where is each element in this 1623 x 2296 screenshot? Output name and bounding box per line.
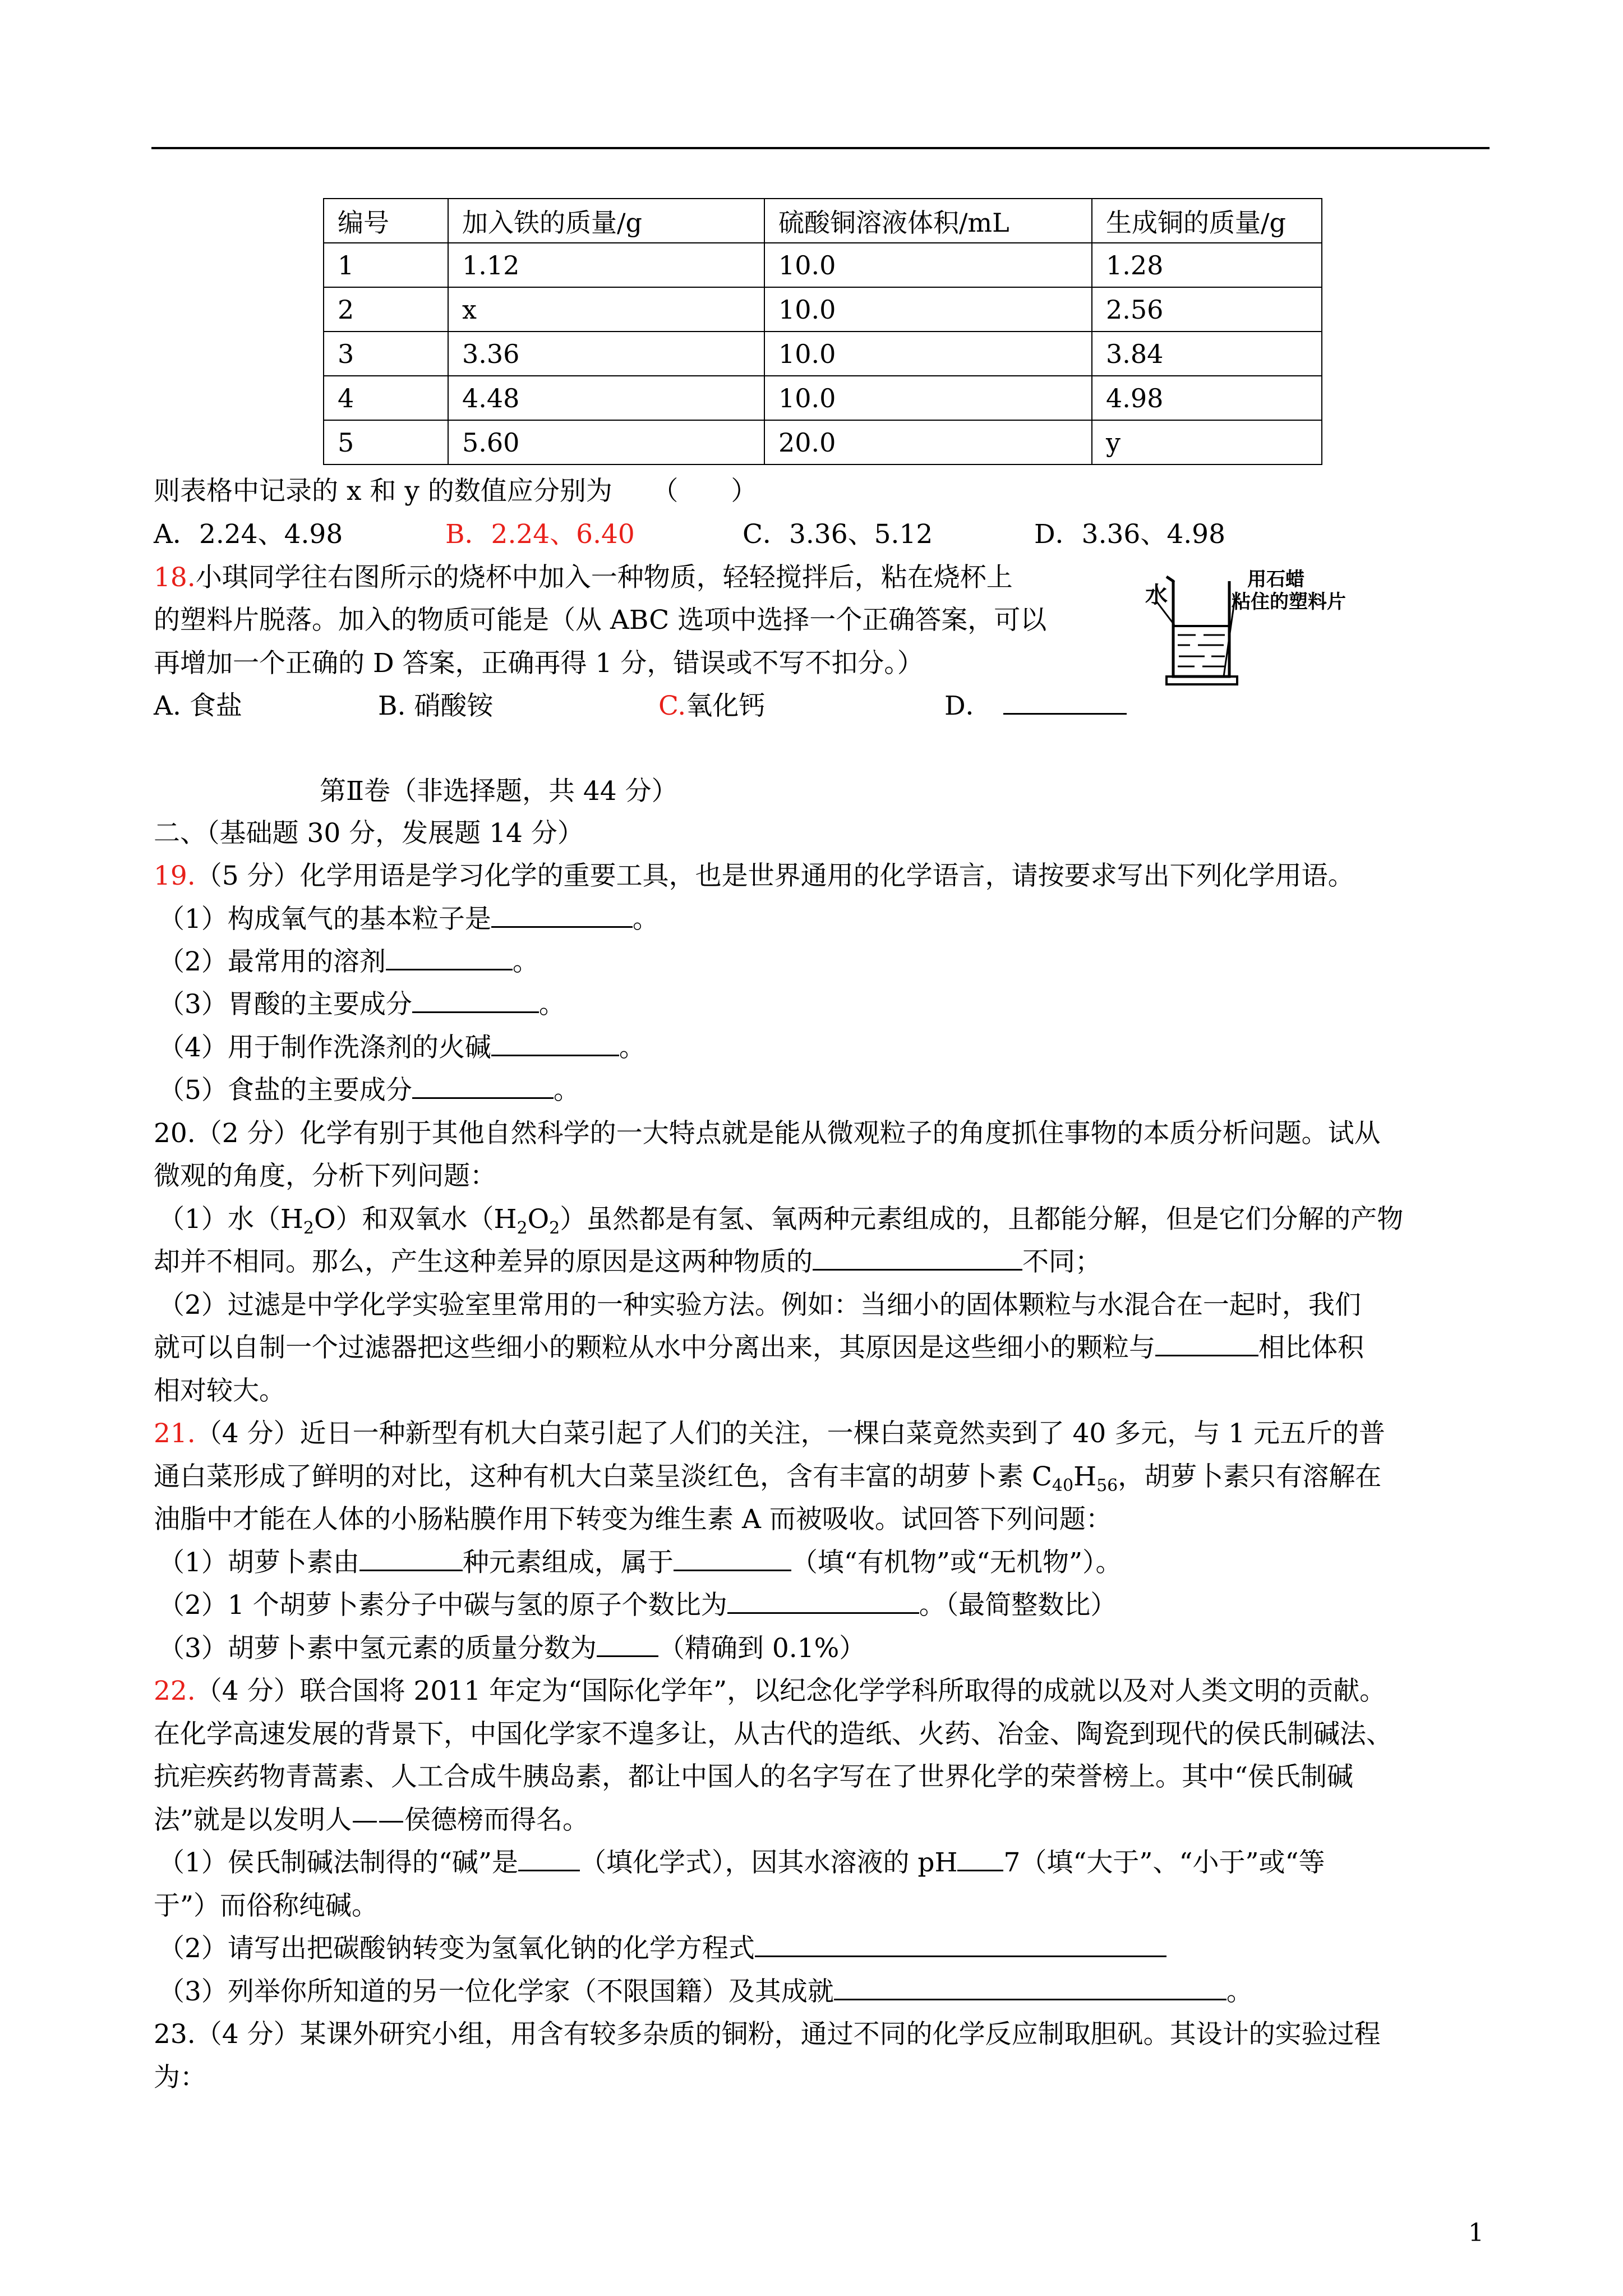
q17-option-a: A．2.24、4.98 [154, 519, 343, 550]
q17-option-d: D．3.36、4.98 [1034, 519, 1225, 550]
q19-item-text: （5）食盐的主要成分 [158, 1075, 412, 1106]
table-row [324, 287, 1322, 332]
subscript: 56 [1096, 1476, 1118, 1496]
q18-option-d [944, 685, 1127, 723]
q17-options [154, 513, 1225, 551]
q18-text1: 小琪同学往右图所示的烧杯中加入一种物质，轻轻搅拌后，粘在烧杯上 [195, 562, 1013, 593]
q19-item-4 [158, 1027, 645, 1064]
q19-item-2 [158, 941, 539, 978]
answer-blank[interactable] [755, 1933, 1166, 1957]
page-number: 1 [1468, 2219, 1484, 2247]
q22-line4: 法”就是以发明人——侯德榜而得名。 [154, 1805, 589, 1835]
text: 。（最简整数比） [919, 1590, 1117, 1621]
q19-text: （5 分）化学用语是学习化学的重要工具，也是世界通用的化学语言，请按要求写出下列化学用语。 [195, 861, 1354, 891]
q18-option-d-letter: D． [944, 691, 992, 721]
table-cell: 2.56 [1092, 287, 1322, 332]
q18-option-c-letter: C. [658, 691, 686, 721]
table-cell: 1 [324, 243, 448, 287]
text: 就可以自制一个过滤器把这些细小的颗粒从水中分离出来，其原因是这些细小的颗粒与 [154, 1332, 1155, 1363]
q18-line1 [154, 556, 1013, 594]
q22-line5 [158, 1842, 1325, 1879]
q22-line8 [158, 1971, 1253, 2008]
text: 却并不相同。那么，产生这种差异的原因是这两种物质的 [154, 1246, 813, 1277]
table-cell: 10.0 [764, 287, 1092, 332]
table-cell: 3 [324, 332, 448, 376]
table-cell: 3.84 [1092, 332, 1322, 376]
text: O）和双氧水（H [313, 1204, 517, 1235]
q23-line1: 23.（4 分）某课外研究小组，用含有较多杂质的铜粉，通过不同的化学反应制取胆矾。其设计的实验过程 [154, 2019, 1381, 2050]
table-cell: 5 [324, 420, 448, 464]
part2-subtitle: 二、（基础题 30 分，发展题 14 分） [154, 818, 584, 849]
period: 。 [632, 904, 659, 935]
table-row [324, 376, 1322, 420]
table-cell: 20.0 [764, 420, 1092, 464]
q20-line2: 微观的角度，分析下列问题： [154, 1161, 496, 1191]
q22-number: 22. [154, 1676, 196, 1706]
table-cell: 1.28 [1092, 243, 1322, 287]
period: 。 [512, 946, 539, 977]
q21-line5 [158, 1584, 1117, 1622]
text: 相比体积 [1258, 1332, 1364, 1363]
text: ，胡萝卜素只有溶解在 [1118, 1461, 1382, 1492]
answer-blank[interactable] [1003, 691, 1127, 715]
q20-line7: 相对较大。 [154, 1375, 285, 1406]
text: 。 [1226, 1976, 1253, 2007]
answer-blank[interactable] [957, 1847, 1003, 1871]
text: ）虽然都是有氢、氧两种元素组成的，且都能分解，但是它们分解的产物 [560, 1204, 1404, 1235]
table-header-cell: 编号 [324, 199, 448, 243]
answer-blank[interactable] [597, 1633, 658, 1657]
table-cell: 10.0 [764, 243, 1092, 287]
q22-line6: 于”）而俗称纯碱。 [154, 1890, 379, 1921]
q22-line7 [158, 1927, 1166, 1965]
part2-title: 第Ⅱ卷（非选择题，共 44 分） [320, 776, 678, 807]
q20-line5: （2）过滤是中学化学实验室里常用的一种实验方法。例如：当细小的固体颗粒与水混合在一起时，我们 [158, 1290, 1361, 1320]
table-cell: 10.0 [764, 332, 1092, 376]
table-cell: 2 [324, 287, 448, 332]
q23-line2: 为： [154, 2062, 206, 2093]
answer-blank[interactable] [1155, 1332, 1258, 1356]
answer-blank[interactable] [727, 1590, 919, 1614]
period: 。 [553, 1075, 580, 1106]
q19-item-1 [158, 898, 659, 936]
q19-item-text: （3）胃酸的主要成分 [158, 989, 412, 1020]
answer-blank[interactable] [412, 1075, 554, 1099]
text: O [527, 1204, 550, 1235]
q21-line3: 油脂中才能在人体的小肠粘膜作用下转变为维生素 A 而被吸收。试回答下列问题： [154, 1504, 1112, 1535]
period: 。 [619, 1032, 645, 1063]
period: 。 [538, 989, 565, 1020]
answer-blank[interactable] [412, 989, 539, 1013]
beaker-icon [1156, 577, 1237, 684]
text: （1）胡萝卜素由 [158, 1547, 359, 1578]
q22-line3: 抗疟疾药物青蒿素、人工合成牛胰岛素，都让中国人的名字写在了世界化学的荣誉榜上。其中“侯氏制碱 [154, 1761, 1354, 1792]
header-rule [151, 147, 1490, 149]
q19-item-5 [158, 1069, 580, 1107]
q18-option-c [658, 685, 944, 723]
q17-option-c: C．3.36、5.12 [743, 519, 933, 550]
text: 种元素组成，属于 [462, 1547, 674, 1578]
table-cell: 10.0 [764, 376, 1092, 420]
q18-line3: 再增加一个正确的 D 答案，正确再得 1 分，错误或不写不扣分。） [154, 648, 924, 679]
table-cell: 4 [324, 376, 448, 420]
subscript: 2 [303, 1218, 314, 1238]
answer-blank[interactable] [834, 1976, 1227, 2000]
q19-item-text: （1）构成氧气的基本粒子是 [158, 904, 491, 935]
beaker-figure [1134, 561, 1358, 690]
table-header-cell: 生成铜的质量/g [1092, 199, 1322, 243]
q21-line2 [154, 1456, 1381, 1496]
table-cell: 4.98 [1092, 376, 1322, 420]
text: （2）请写出把碳酸钠转变为氢氧化钠的化学方程式 [158, 1933, 755, 1964]
subscript: 40 [1052, 1476, 1074, 1496]
q19-item-text: （2）最常用的溶剂 [158, 946, 386, 977]
table-row [324, 243, 1322, 287]
fig-plastic-label: 粘住的塑料片 [1232, 591, 1346, 613]
text: （填化学式），因其水溶液的 pH [579, 1847, 958, 1878]
table-cell: y [1092, 420, 1322, 464]
q18-line2: 的塑料片脱落。加入的物质可能是（从 ABC 选项中选择一个正确答案，可以 [154, 605, 1047, 636]
text: 不同； [1022, 1246, 1101, 1277]
text: （3）胡萝卜素中氢元素的质量分数为 [158, 1633, 597, 1664]
data-table [323, 198, 1322, 465]
text: （填“有机物”或“无机物”）。 [791, 1547, 1122, 1578]
table-row [324, 332, 1322, 376]
answer-blank[interactable] [674, 1547, 791, 1571]
text: （4 分）近日一种新型有机大白菜引起了人们的关注，一棵白菜竟然卖到了 40 多元，与 1 元五斤的普 [195, 1418, 1386, 1449]
q17-stem: 则表格中记录的 x 和 y 的数值应分别为 （ ） [154, 476, 758, 507]
q21-line6 [158, 1627, 865, 1665]
answer-blank[interactable] [518, 1847, 580, 1871]
q18-option-c-text: 氧化钙 [686, 691, 766, 721]
q20-line4 [154, 1241, 1101, 1278]
subscript: 2 [517, 1218, 528, 1238]
q22-line2: 在化学高速发展的背景下，中国化学家不遑多让，从古代的造纸、火药、冶金、陶瓷到现代的侯氏制碱法、 [154, 1719, 1393, 1750]
table-row [324, 420, 1322, 464]
answer-blank[interactable] [491, 904, 633, 928]
table-cell: x [448, 287, 764, 332]
text: （精确到 0.1%） [658, 1633, 866, 1664]
text: H [1073, 1461, 1097, 1492]
answer-blank[interactable] [813, 1246, 1022, 1271]
fig-wax-label: 用石蜡 [1247, 568, 1304, 591]
q18-number: 18. [154, 562, 196, 593]
q18-options [154, 685, 1127, 723]
q17-option-b-text: B．2.24、6.40 [445, 519, 635, 550]
q20-line3 [158, 1198, 1403, 1238]
q19-number: 19. [154, 861, 196, 891]
table-cell: 5.60 [448, 420, 764, 464]
text: （1）侯氏制碱法制得的“碱”是 [158, 1847, 518, 1878]
table-header-row [324, 199, 1322, 243]
q18-option-a: A. 食盐 [154, 691, 242, 721]
table-cell: 3.36 [448, 332, 764, 376]
text: （3）列举你所知道的另一位化学家（不限国籍）及其成就 [158, 1976, 834, 2007]
answer-blank[interactable] [359, 1547, 463, 1571]
text: （2）1 个胡萝卜素分子中碳与氢的原子个数比为 [158, 1590, 727, 1621]
q22-line1 [154, 1670, 1386, 1708]
text: 7（填“大于”、“小于”或“等 [1003, 1847, 1325, 1878]
text: （4 分）联合国将 2011 年定为“国际化学年”，以纪念化学学科所取得的成就以及对人类文明的贡献。 [195, 1676, 1386, 1706]
text: （1）水（H [158, 1204, 303, 1235]
q21-line4 [158, 1542, 1122, 1579]
q19-item-text: （4）用于制作洗涤剂的火碱 [158, 1032, 491, 1063]
text: 通白菜形成了鲜明的对比，这种有机大白菜呈淡红色，含有丰富的胡萝卜素 C [154, 1461, 1052, 1492]
q18-option-b: B. 硝酸铵 [378, 691, 494, 721]
q19-item-3 [158, 983, 565, 1021]
table-cell: 4.48 [448, 376, 764, 420]
q20-line6 [154, 1327, 1364, 1364]
answer-blank[interactable] [386, 946, 513, 970]
q21-line1 [154, 1412, 1385, 1450]
subscript: 2 [549, 1218, 560, 1238]
q17-option-b [445, 513, 743, 551]
answer-blank[interactable] [491, 1032, 619, 1056]
fig-water-label: 水 [1145, 582, 1168, 608]
q20-line1: 20.（2 分）化学有别于其他自然科学的一大特点就是能从微观粒子的角度抓住事物的本质分析问题。试从 [154, 1118, 1381, 1149]
q21-number: 21. [154, 1418, 196, 1449]
table-header-cell: 加入铁的质量/g [448, 199, 764, 243]
table-cell: 1.12 [448, 243, 764, 287]
table-header-cell: 硫酸铜溶液体积/mL [764, 199, 1092, 243]
q19-stem [154, 855, 1354, 892]
